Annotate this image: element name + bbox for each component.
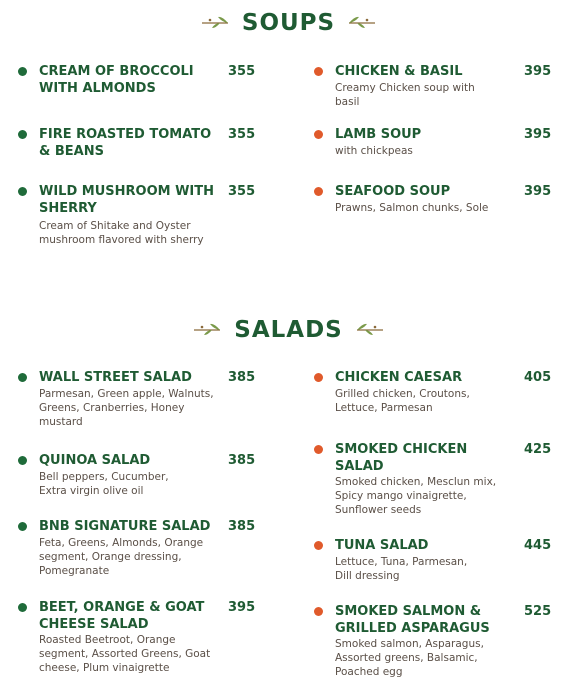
item-price: 355 [228,184,256,199]
veg-dot-icon [18,130,27,139]
veg-dot-icon [18,603,27,612]
item-name: LAMB SOUP [335,127,422,142]
nonveg-dot-icon [314,607,323,616]
item-price: 385 [228,519,256,534]
item-name: SEAFOOD SOUP [335,184,451,199]
item-description: Grilled chicken, Croutons, Lettuce, Parmesan [335,388,470,414]
item-description: Lettuce, Tuna, Parmesan, Dill dressing [335,556,468,582]
item-price: 355 [228,127,256,142]
nonveg-dot-icon [314,373,323,382]
item-name: QUINOA SALAD [39,453,151,468]
item-price: 395 [524,184,552,199]
item-description: Feta, Greens, Almonds, Orange segment, Orange dressing, Pomegranate [39,537,204,577]
item-description: with chickpeas [335,145,413,157]
nonveg-dot-icon [314,541,323,550]
item-description: Bell peppers, Cucumber, Extra virgin olive oil [39,471,169,497]
veg-dot-icon [18,522,27,531]
item-name: CHICKEN CAESAR [335,370,463,385]
item-description: Cream of Shitake and Oyster mushroom flavored with sherry [39,220,204,246]
nonveg-dot-icon [314,445,323,454]
veg-dot-icon [18,373,27,382]
item-description: Roasted Beetroot, Orange segment, Assorted Greens, Goat cheese, Plum vinaigrette [39,634,211,674]
item-name: CHICKEN & BASIL [335,64,463,79]
item-name: SMOKED CHICKEN SALAD [335,442,468,474]
item-price: 525 [524,604,552,619]
item-name: WILD MUSHROOM WITH SHERRY [39,184,215,216]
soups-title: SOUPS [241,10,336,36]
item-description: Prawns, Salmon chunks, Sole [335,202,489,214]
veg-dot-icon [18,456,27,465]
item-name: CREAM OF BROCCOLI WITH ALMONDS [39,64,194,96]
item-name: WALL STREET SALAD [39,370,192,385]
sprig-right-icon [345,14,377,32]
item-price: 395 [524,64,552,79]
item-price: 395 [524,127,552,142]
veg-dot-icon [18,67,27,76]
item-price: 425 [524,442,552,457]
item-price: 385 [228,370,256,385]
item-name: BEET, ORANGE & GOAT CHEESE SALAD [39,600,205,632]
sprig-left-icon [200,14,232,32]
item-description: Smoked salmon, Asparagus, Assorted greens, Balsamic, Poached egg [335,638,484,678]
item-description: Smoked chicken, Mesclun mix, Spicy mango vinaigrette, Sunflower seeds [335,476,497,516]
item-description: Parmesan, Green apple, Walnuts, Greens, Cranberries, Honey mustard [39,388,214,428]
section-title-salads [0,317,577,343]
nonveg-dot-icon [314,67,323,76]
item-price: 395 [228,600,256,615]
section-title-soups [0,10,577,36]
item-price: 405 [524,370,552,385]
nonveg-dot-icon [314,130,323,139]
item-description: Creamy Chicken soup with basil [335,82,475,108]
item-price: 385 [228,453,256,468]
item-price: 445 [524,538,552,553]
item-name: FIRE ROASTED TOMATO & BEANS [39,127,212,159]
sprig-right-icon [353,321,385,339]
item-name: TUNA SALAD [335,538,429,553]
sprig-left-icon [192,321,224,339]
item-name: SMOKED SALMON & GRILLED ASPARAGUS [335,604,490,636]
item-price: 355 [228,64,256,79]
item-name: BNB SIGNATURE SALAD [39,519,211,534]
veg-dot-icon [18,187,27,196]
nonveg-dot-icon [314,187,323,196]
salads-title: SALADS [234,317,343,343]
